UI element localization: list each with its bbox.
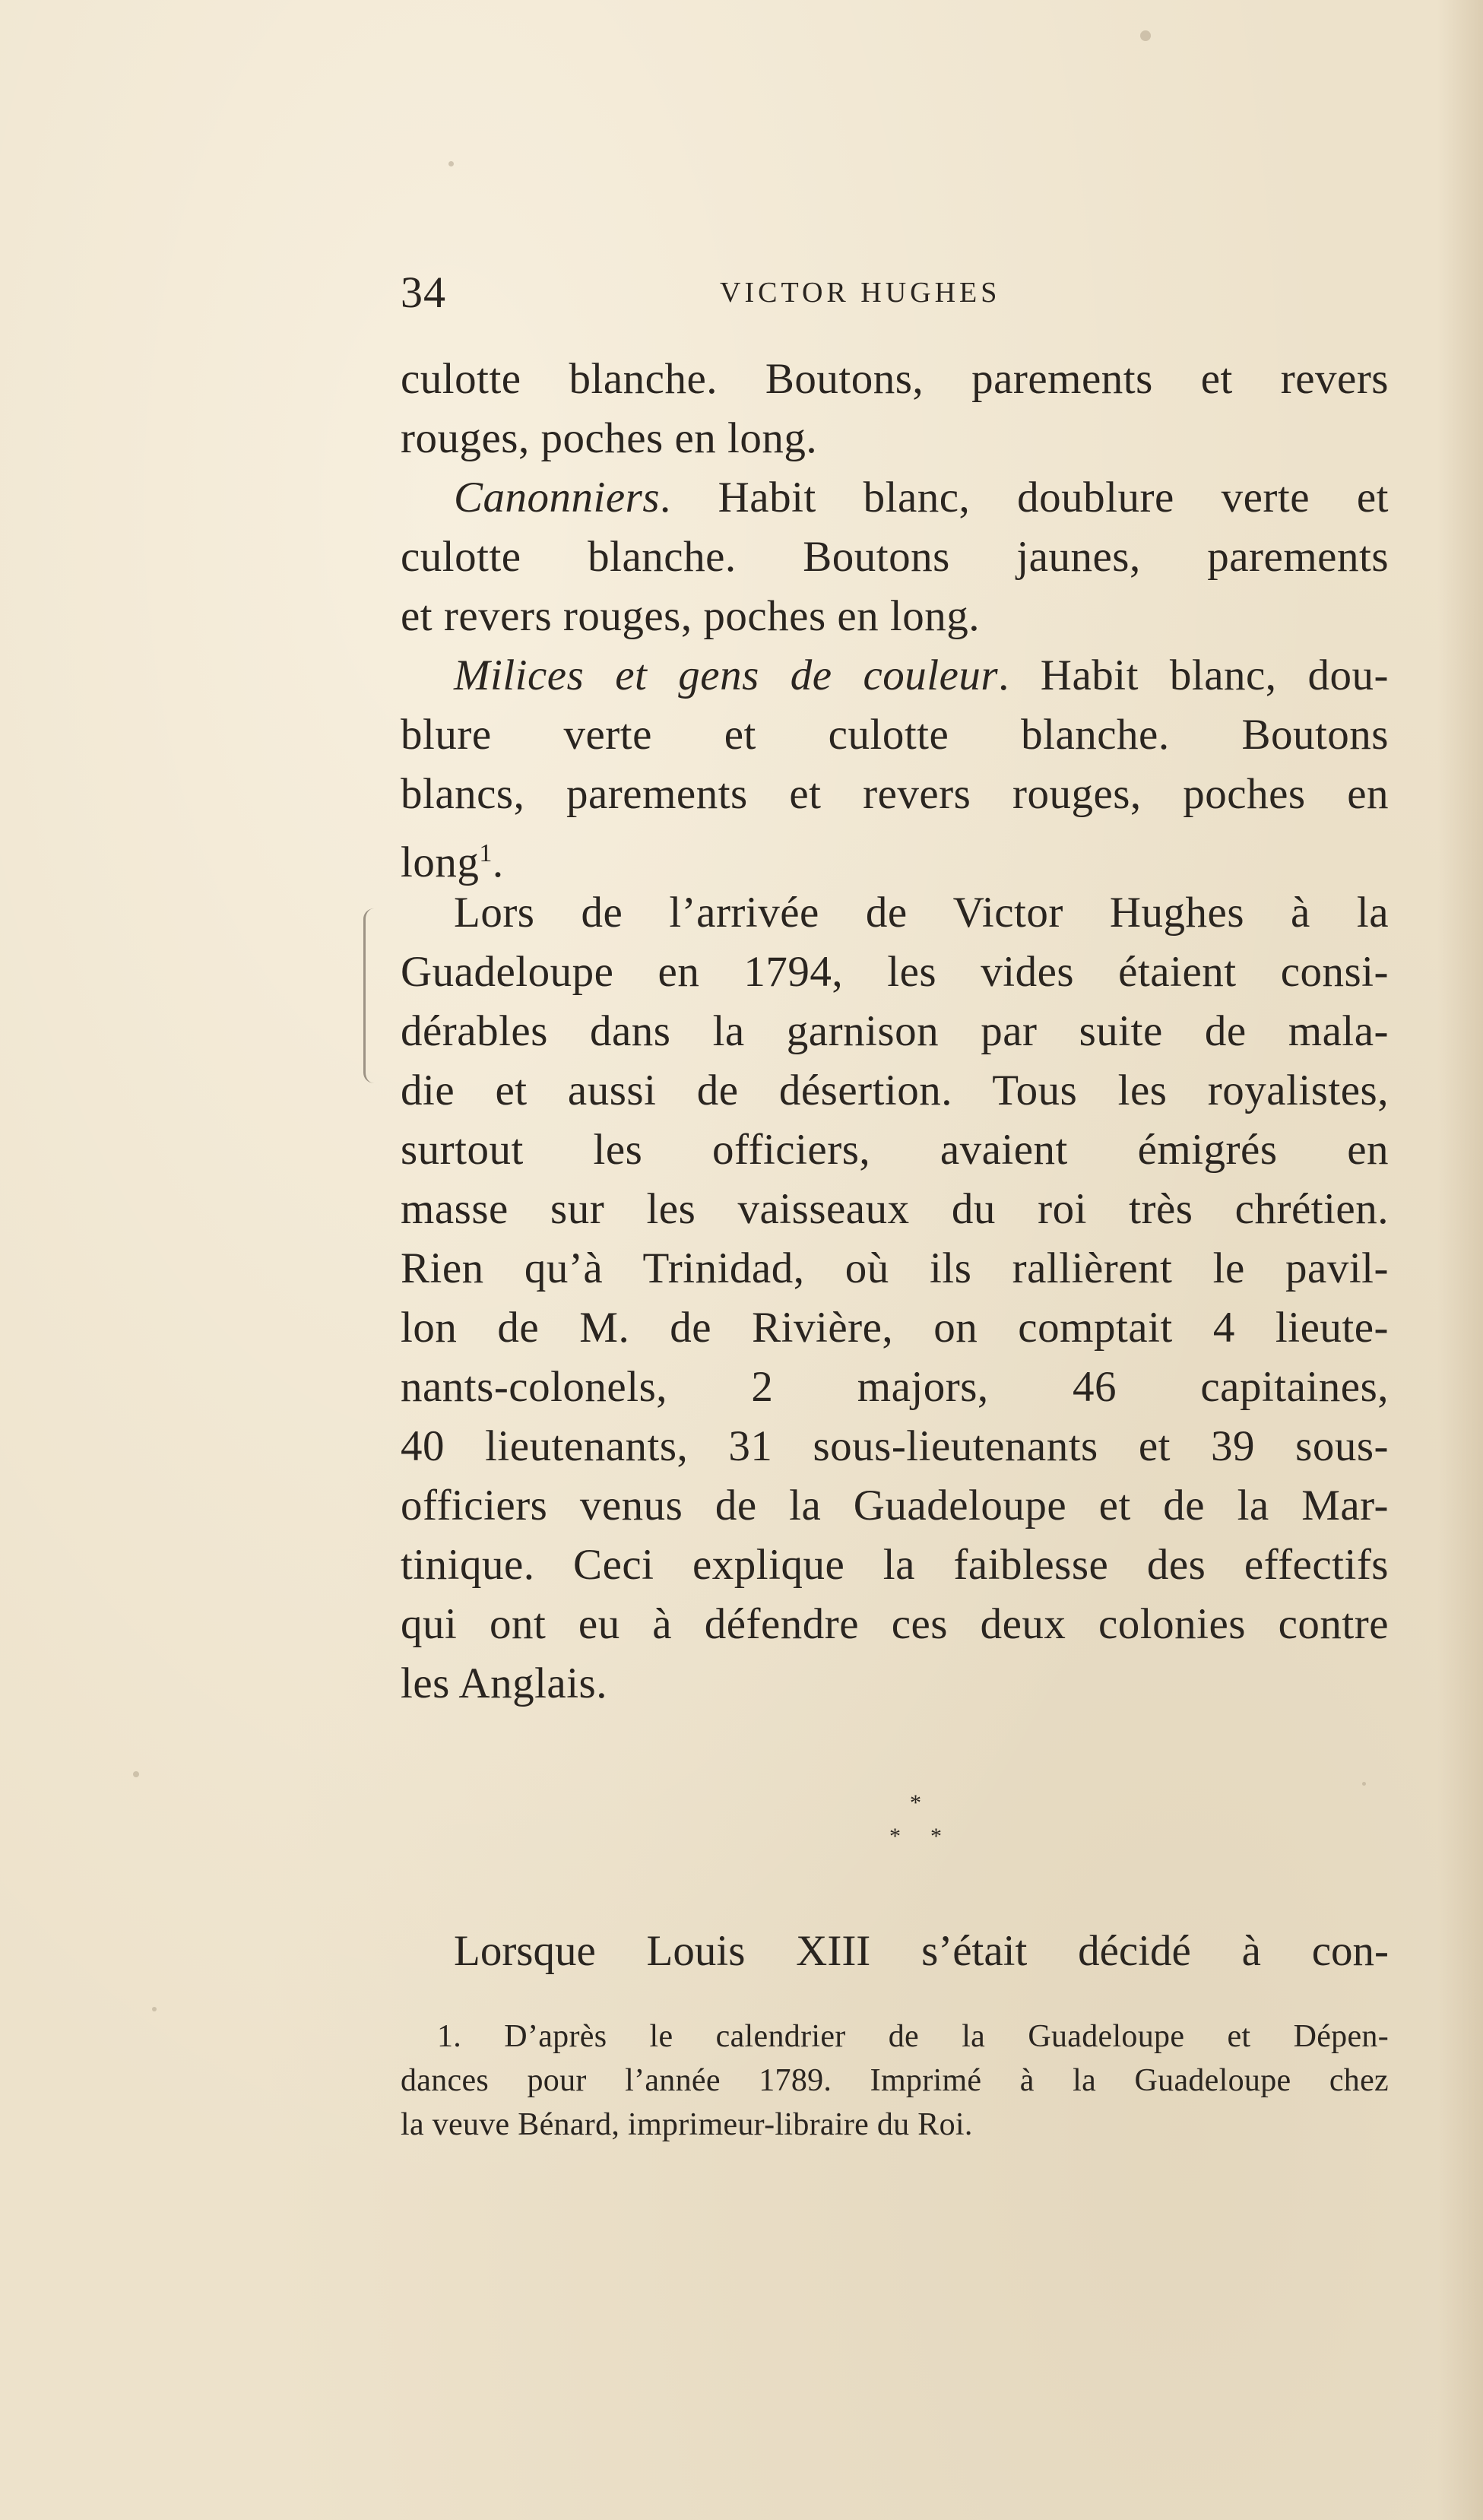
separator-star: * <box>930 1824 942 1849</box>
unit-name-italic: Canonniers <box>454 474 661 521</box>
text-line: et revers rouges, poches en long. <box>401 592 981 640</box>
text-line: rouges, poches en long. <box>401 414 818 462</box>
running-head: VICTOR HUGHES <box>720 277 1001 309</box>
paper-speck <box>152 2007 157 2011</box>
text-line: Rien qu’à Trinidad, où ils rallièrent le pavil- <box>401 1244 1389 1292</box>
text-run: . Habit blanc, dou- <box>998 651 1389 699</box>
paper-speck <box>133 1771 139 1777</box>
text-line <box>401 468 1389 528</box>
text-run: . Habit blanc, doublure verte et <box>660 474 1389 521</box>
footnote-reference: 1 <box>479 839 493 867</box>
paper-speck <box>1140 30 1151 41</box>
text-line: blure verte et culotte blanche. Boutons <box>401 711 1389 759</box>
text-line: 40 lieutenants, 31 sous-lieutenants et 39 sous- <box>401 1422 1389 1470</box>
text-line: Lors de l’arrivée de Victor Hughes à la <box>454 889 1389 937</box>
text-line: officiers venus de la Guadeloupe et de la Mar- <box>401 1482 1389 1529</box>
text-line: qui ont eu à défendre ces deux colonies contre <box>401 1600 1389 1648</box>
text-line <box>401 824 1389 886</box>
separator-star: * <box>889 1824 901 1849</box>
text-run: long <box>401 838 480 886</box>
text-line: surtout les officiers, avaient émigrés en <box>401 1126 1389 1174</box>
text-line: culotte blanche. Boutons, parements et revers <box>401 355 1389 403</box>
page-edge-shadow <box>1437 0 1483 2520</box>
footnote-line: la veuve Bénard, imprimeur-libraire du Roi. <box>401 2107 973 2142</box>
footnote <box>401 2014 1389 2147</box>
separator-star: * <box>910 1790 921 1815</box>
text-line: les Anglais. <box>401 1659 607 1707</box>
paper-speck <box>448 161 454 166</box>
body-text <box>401 350 1389 1713</box>
text-line <box>401 646 1389 705</box>
page-header <box>401 262 1389 323</box>
text-line: dérables dans la garnison par suite de mala- <box>401 1007 1389 1055</box>
paper-speck <box>1362 1782 1366 1786</box>
next-paragraph-line: Lorsque Louis XIII s’était décidé à con- <box>454 1927 1389 1975</box>
text-line: culotte blanche. Boutons jaunes, parements <box>401 533 1389 581</box>
text-line: tinique. Ceci explique la faiblesse des effectifs <box>401 1541 1389 1589</box>
page-number: 34 <box>401 268 446 317</box>
text-line: Guadeloupe en 1794, les vides étaient consi- <box>401 948 1389 996</box>
text-line: nants-colonels, 2 majors, 46 capitaines, <box>401 1363 1389 1411</box>
footnote-line: 1. D’après le calendrier de la Guadeloupe et Dépen- <box>437 2019 1389 2054</box>
text-line: lon de M. de Rivière, on comptait 4 lieute- <box>401 1304 1389 1352</box>
footnote-line: dances pour l’année 1789. Imprimé à la Guadeloupe chez <box>401 2063 1389 2098</box>
section-separator-asterism <box>874 1790 965 1859</box>
margin-pencil-mark <box>363 908 381 1083</box>
text-line: blancs, parements et revers rouges, poches en <box>401 770 1389 818</box>
text-run: . <box>492 838 504 886</box>
unit-name-italic: Milices et gens de couleur <box>454 651 999 699</box>
text-line: die et aussi de désertion. Tous les royalistes, <box>401 1067 1389 1114</box>
text-line: masse sur les vaisseaux du roi très chrétien. <box>401 1185 1389 1233</box>
